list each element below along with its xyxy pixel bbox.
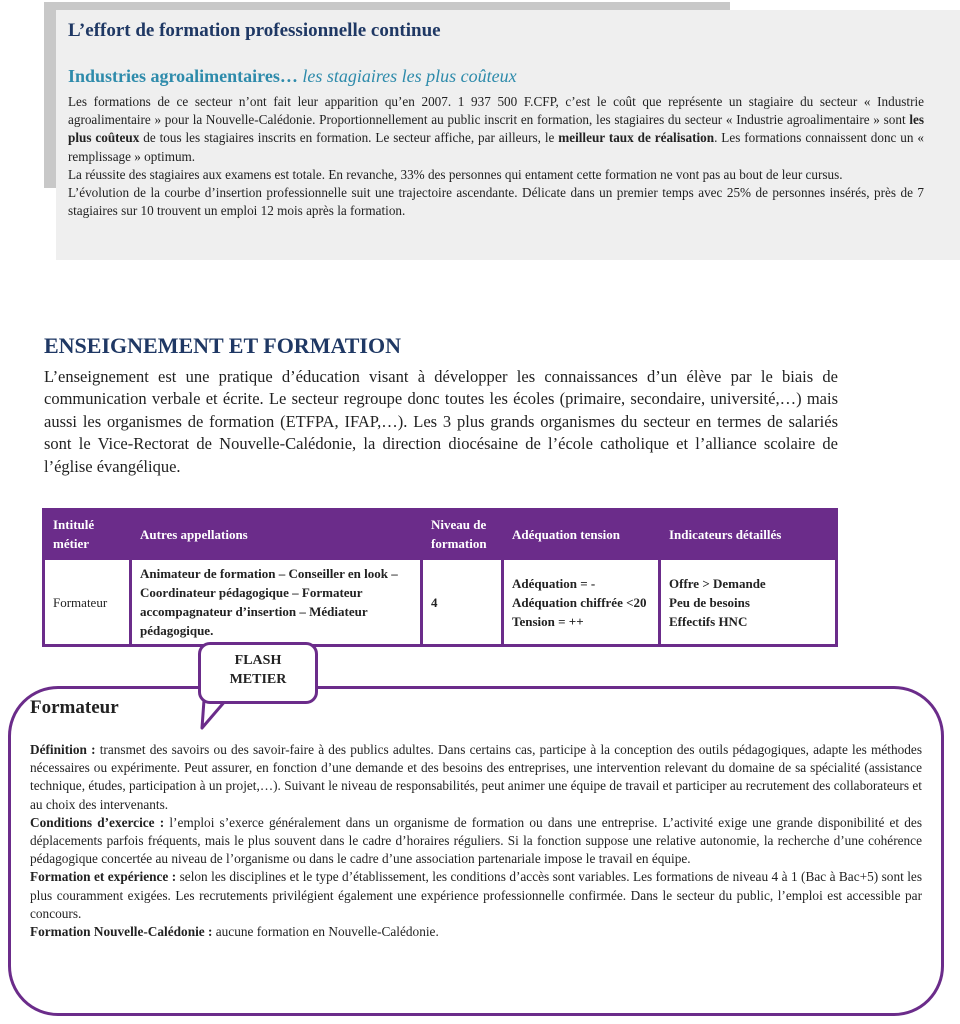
speech-bubble-tail-icon bbox=[200, 700, 230, 730]
header-indicateurs: Indicateurs détaillés bbox=[661, 511, 835, 557]
formation-text: selon les disciplines et le type d’établissement, les conditions d’accès sont variables. Les formations de niveau 4 à 1 (Bac à Bac+5) sont les plus couramment exigées. Les recrutements privilégient également une expérience professionnelle confirmée. Dans le secteur du public, l’emploi est accessible par concours. bbox=[30, 869, 922, 921]
section-title: ENSEIGNEMENT ET FORMATION bbox=[44, 333, 401, 358]
section-body bbox=[44, 366, 838, 478]
adequation-line-2: Adéquation chiffrée <20 bbox=[512, 594, 647, 610]
flash-role-title: Formateur bbox=[30, 697, 119, 718]
definition-paragraph bbox=[30, 741, 922, 814]
definition-label: Définition : bbox=[30, 742, 96, 757]
header-niveau: Niveau de formation bbox=[423, 511, 501, 557]
indicateur-line-3: Effectifs HNC bbox=[669, 613, 748, 629]
header-appellations: Autres appellations bbox=[132, 511, 420, 557]
formation-paragraph bbox=[30, 868, 922, 923]
bubble-line-1: FLASH bbox=[234, 653, 282, 668]
effort-subtitle-main: Industries agroalimentaires… bbox=[68, 66, 298, 86]
cell-adequation bbox=[504, 560, 658, 644]
indicateur-line-1: Offre > Demande bbox=[669, 575, 766, 591]
flash-body bbox=[30, 741, 922, 941]
flash-metier-bubble bbox=[198, 642, 318, 704]
effort-paragraph-1 bbox=[68, 93, 924, 166]
effort-p1-text-b: de tous les stagiaires inscrits en formation. Le secteur affiche, par ailleurs, le bbox=[139, 130, 559, 146]
effort-p1-bold-2: meilleur taux de réalisation bbox=[558, 130, 715, 146]
adequation-line-3: Tension = ++ bbox=[512, 613, 584, 629]
table-row bbox=[45, 560, 835, 644]
nc-text: aucune formation en Nouvelle-Calédonie. bbox=[212, 924, 439, 940]
definition-text: transmet des savoirs ou des savoir-faire à des publics adultes. Dans certains cas, participe à la conception des outils pédagogiques, adapte les méthodes nécessaires ou expérimente. Peut assurer, en fonction d’une demande et des besoins des entreprises, une intervention relevant du domaine de sa spécialité (assistance technique, études, participation à un projet,…). Suivant le niveau de responsabilités, peut animer une équipe de travail et participer au recrutement des collaborateurs et au choix des intervenants. bbox=[30, 742, 922, 812]
bubble-line-2: METIER bbox=[229, 672, 287, 687]
effort-title: L’effort de formation professionnelle continue bbox=[68, 20, 441, 41]
cell-intitule: Formateur bbox=[45, 560, 129, 644]
nc-paragraph bbox=[30, 923, 922, 941]
conditions-paragraph bbox=[30, 814, 922, 869]
cell-indicateurs bbox=[661, 560, 835, 644]
effort-subtitle bbox=[68, 66, 517, 87]
section-paragraph: L’enseignement est une pratique d’éducation visant à développer les connaissances d’un élève par le biais de communication verbale et écrite. Le secteur regroupe donc toutes les écoles (primaire, secondaire, université,…) mais aussi les organismes de formation (ETFPA, IFAP,…). Les 3 plus grands organismes du secteur en termes de salariés sont le Vice-Rectorat de Nouvelle-Calédonie, la direction diocésaine de l’école catholique et l’alliance scolaire de l’église évangélique. bbox=[44, 367, 838, 476]
effort-paragraph-3: L’évolution de la courbe d’insertion professionnelle suit une trajectoire ascendante. Délicate dans un premier temps avec 25% de personnes insérés, près de 7 stagiaires sur 10 trouvent un emploi 12 mois après la formation. bbox=[68, 185, 924, 219]
effort-paragraph-2: La réussite des stagiaires aux examens est totale. En revanche, 33% des personnes qui entament cette formation ne vont pas au bout de leur cursus. bbox=[68, 166, 843, 182]
conditions-text: l’emploi s’exerce généralement dans un organisme de formation ou dans une entreprise. L’activité exige une grande disponibilité et des déplacements parfois fréquents, mais le plus souvent dans le cadre d’horaires réguliers. Si la fonction suppose une relative autonomie, la recherche d’une cohérence pédagogique concertée au niveau de l’organisme ou dans le cadre d’une association partenariale impose le travail en équipe. bbox=[30, 814, 922, 867]
header-intitule: Intitulé métier bbox=[45, 511, 129, 557]
nc-label: Formation Nouvelle-Calédonie : bbox=[30, 924, 213, 940]
formation-label: Formation et expérience : bbox=[30, 869, 177, 885]
job-table bbox=[42, 508, 838, 647]
table-header-row bbox=[45, 511, 835, 557]
effort-p1-bold-1: les plus coûteux bbox=[68, 112, 924, 146]
conditions-label: Conditions d’exercice : bbox=[30, 814, 165, 830]
effort-subtitle-italic: les stagiaires les plus coûteux bbox=[302, 66, 517, 86]
cell-niveau: 4 bbox=[423, 560, 501, 644]
indicateur-line-2: Peu de besoins bbox=[669, 594, 750, 610]
effort-body bbox=[68, 93, 924, 220]
header-adequation: Adéquation tension bbox=[504, 511, 658, 557]
adequation-line-1: Adéquation = - bbox=[512, 575, 596, 591]
cell-appellations: Animateur de formation – Conseiller en look – Coordinateur pédagogique – Formateur accompagnateur d’insertion – Médiateur pédagogique. bbox=[132, 560, 420, 644]
effort-p1-text-c: . Les formations connaissent donc un « remplissage » optimum. bbox=[68, 130, 925, 164]
effort-p1-text: Les formations de ce secteur n’ont fait leur apparition qu’en 2007. 1 937 500 F.CFP, c’est le coût que représente un stagiaire du secteur « Industrie agroalimentaire » pour la Nouvelle-Calédonie. Proportionnellement au public inscrit en formation, les stagiaires du secteur « Industrie agroalimentaire » sont bbox=[68, 94, 924, 128]
